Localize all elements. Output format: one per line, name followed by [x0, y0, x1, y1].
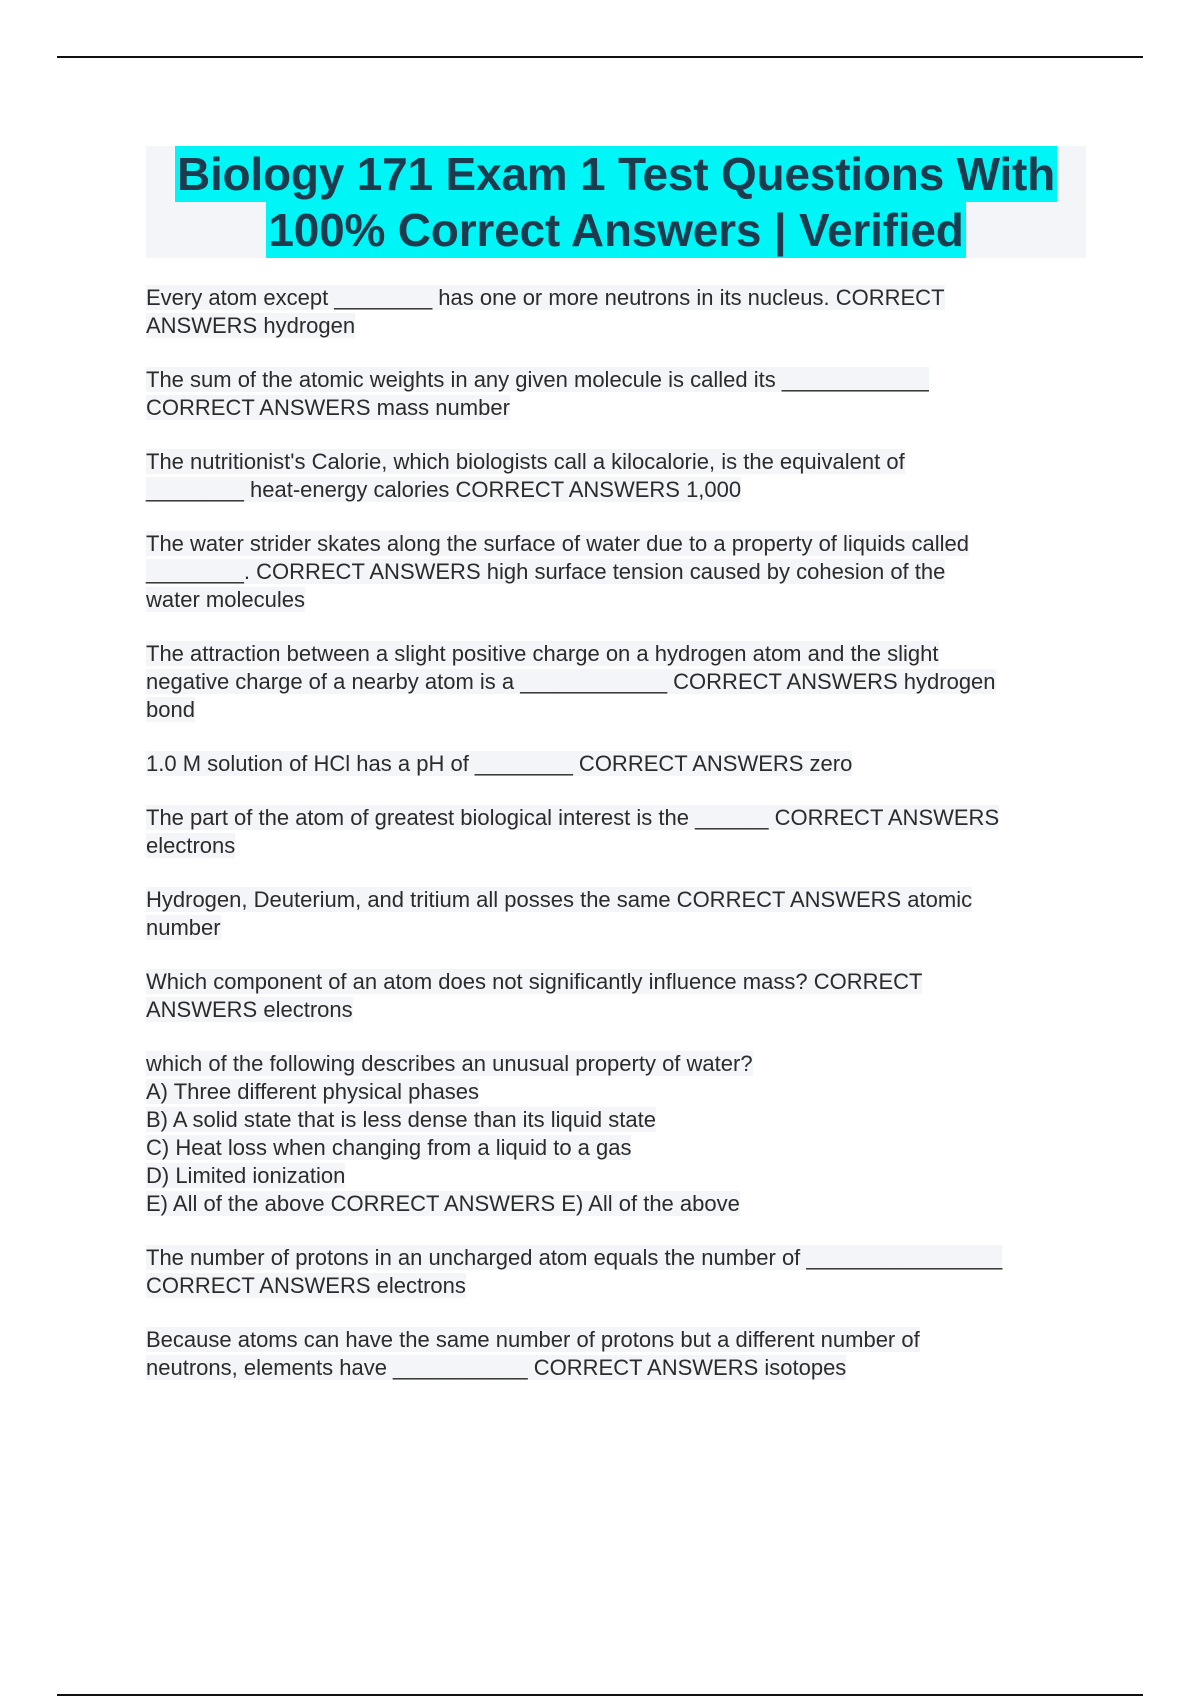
question-text: Because atoms can have the same number of protons but a different number of — [146, 1327, 920, 1352]
question-line — [146, 448, 1086, 476]
question-item — [146, 530, 1086, 614]
bottom-rule — [57, 1694, 1143, 1696]
question-text: C) Heat loss when changing from a liquid to a gas — [146, 1135, 632, 1160]
question-line — [146, 996, 1086, 1024]
question-line — [146, 530, 1086, 558]
document-title — [146, 146, 1086, 258]
question-text: CORRECT ANSWERS mass number — [146, 395, 510, 420]
question-line — [146, 558, 1086, 586]
question-text: The nutritionist's Calorie, which biologists call a kilocalorie, is the equivalent of — [146, 449, 905, 474]
question-line — [146, 750, 1086, 778]
question-item — [146, 284, 1086, 340]
question-line — [146, 968, 1086, 996]
question-text: number — [146, 915, 221, 940]
question-line — [146, 1326, 1086, 1354]
question-text: water molecules — [146, 587, 305, 612]
question-line — [146, 312, 1086, 340]
question-line — [146, 1078, 1086, 1106]
question-text: The attraction between a slight positive charge on a hydrogen atom and the slight — [146, 641, 939, 666]
top-rule — [57, 56, 1143, 58]
question-item — [146, 804, 1086, 860]
question-list — [146, 284, 1086, 1382]
question-text: B) A solid state that is less dense than its liquid state — [146, 1107, 656, 1132]
question-line — [146, 1106, 1086, 1134]
question-item — [146, 968, 1086, 1024]
question-line — [146, 804, 1086, 832]
question-line — [146, 586, 1086, 614]
question-text: which of the following describes an unusual property of water? — [146, 1051, 753, 1076]
question-line — [146, 640, 1086, 668]
question-text: D) Limited ionization — [146, 1163, 346, 1188]
question-line — [146, 1190, 1086, 1218]
question-text: 1.0 M solution of HCl has a pH of ________ CORRECT ANSWERS zero — [146, 751, 853, 776]
question-line — [146, 476, 1086, 504]
question-text: Hydrogen, Deuterium, and tritium all posses the same CORRECT ANSWERS atomic — [146, 887, 973, 912]
question-line — [146, 1354, 1086, 1382]
question-item — [146, 366, 1086, 422]
question-line — [146, 668, 1086, 696]
question-text: electrons — [146, 833, 236, 858]
question-text: Every atom except ________ has one or more neutrons in its nucleus. CORRECT — [146, 285, 945, 310]
question-item — [146, 1050, 1086, 1218]
question-item — [146, 1244, 1086, 1300]
question-text: ANSWERS hydrogen — [146, 313, 356, 338]
question-text: E) All of the above CORRECT ANSWERS E) All of the above — [146, 1191, 740, 1216]
question-line — [146, 914, 1086, 942]
question-text: The part of the atom of greatest biological interest is the ______ CORRECT ANSWERS — [146, 805, 1000, 830]
question-line — [146, 1244, 1086, 1272]
question-text: neutrons, elements have ___________ CORRECT ANSWERS isotopes — [146, 1355, 847, 1380]
question-line — [146, 886, 1086, 914]
question-line — [146, 832, 1086, 860]
question-text: The sum of the atomic weights in any given molecule is called its ____________ — [146, 367, 929, 392]
question-line — [146, 1050, 1086, 1078]
title-line-1: Biology 171 Exam 1 Test Questions With — [176, 148, 1056, 200]
question-line — [146, 696, 1086, 724]
question-text: CORRECT ANSWERS electrons — [146, 1273, 466, 1298]
question-item — [146, 1326, 1086, 1382]
title-line-2: 100% Correct Answers | Verified — [268, 204, 964, 256]
question-text: ________. CORRECT ANSWERS high surface tension caused by cohesion of the — [146, 559, 946, 584]
question-line — [146, 1162, 1086, 1190]
question-line — [146, 284, 1086, 312]
question-line — [146, 394, 1086, 422]
question-text: The water strider skates along the surface of water due to a property of liquids called — [146, 531, 969, 556]
question-text: ________ heat-energy calories CORRECT ANSWERS 1,000 — [146, 477, 742, 502]
question-text: A) Three different physical phases — [146, 1079, 480, 1104]
question-line — [146, 366, 1086, 394]
question-line — [146, 1134, 1086, 1162]
document-body — [146, 146, 1086, 1408]
question-text: bond — [146, 697, 195, 722]
question-text: negative charge of a nearby atom is a ____________ CORRECT ANSWERS hydrogen — [146, 669, 996, 694]
question-item — [146, 448, 1086, 504]
question-line — [146, 1272, 1086, 1300]
question-item — [146, 750, 1086, 778]
question-item — [146, 886, 1086, 942]
question-item — [146, 640, 1086, 724]
question-text: The number of protons in an uncharged atom equals the number of ________________ — [146, 1245, 1003, 1270]
question-text: Which component of an atom does not significantly influence mass? CORRECT — [146, 969, 923, 994]
question-text: ANSWERS electrons — [146, 997, 353, 1022]
